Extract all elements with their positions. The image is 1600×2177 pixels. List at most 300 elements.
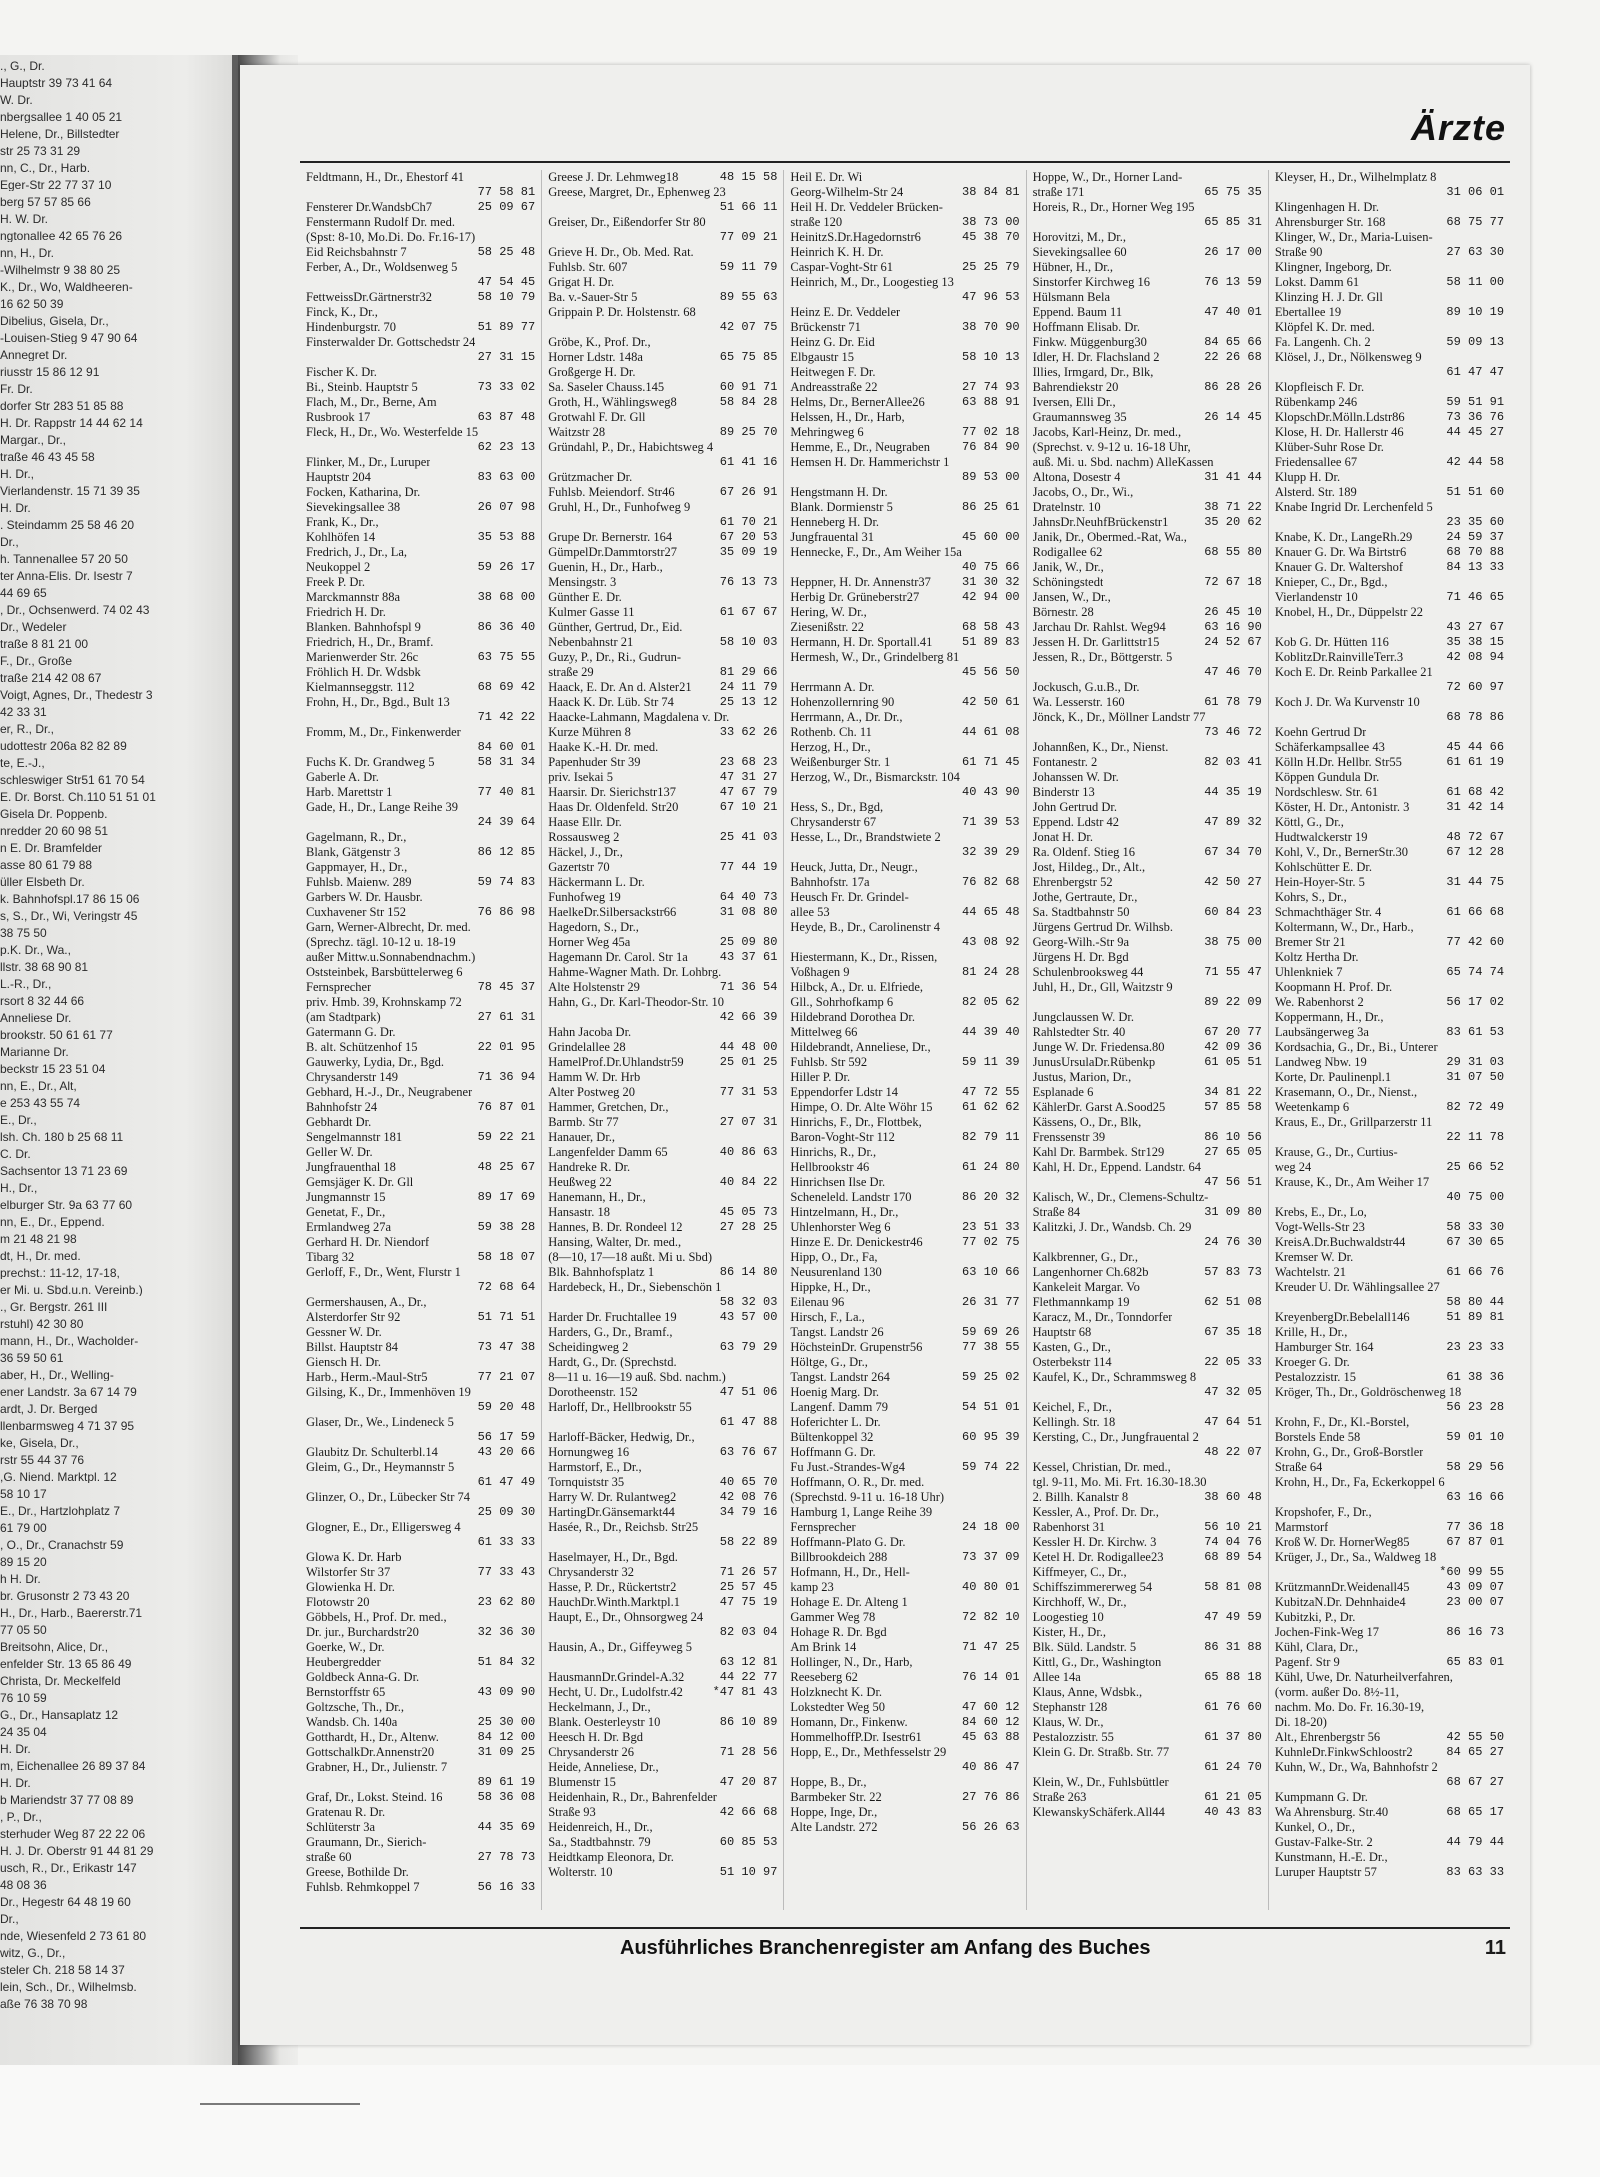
entry-name: Kahl Dr. Barmbek. Str129 — [1032, 1145, 1165, 1159]
entry-phone: 84 13 33 — [1446, 560, 1505, 574]
entry-name: Goerke, W., Dr. — [306, 1640, 385, 1654]
directory-entry — [1033, 1145, 1262, 1160]
entry-phone: 58 84 28 — [719, 395, 778, 409]
entry-phone: 43 20 66 — [477, 1445, 536, 1459]
directory-entry — [548, 1430, 777, 1445]
entry-name: Kankeleit Margar. Vo — [1032, 1280, 1140, 1294]
directory-entry — [548, 890, 777, 905]
directory-entry — [306, 1670, 535, 1685]
entry-phone: 31 42 14 — [1446, 800, 1505, 814]
entry-name: Frank, K., Dr., — [306, 515, 379, 529]
directory-entry — [1275, 350, 1504, 365]
entry-name: Giensch H. Dr. — [306, 1355, 381, 1369]
entry-phone: 35 09 19 — [719, 545, 778, 559]
directory-entry — [1275, 1460, 1504, 1475]
directory-entry — [1033, 1250, 1262, 1265]
entry-phone: 40 43 83 — [1204, 1805, 1262, 1819]
entry-name: Krause, K., Dr., Am Weiher 17 — [1274, 1175, 1430, 1189]
entry-name: Esplanade 6 — [1032, 1085, 1094, 1099]
entry-name: Straße 64 — [1274, 1460, 1323, 1474]
entry-name: Tangst. Landstr 26 — [790, 1325, 884, 1339]
entry-name: Fuhlsb. Maienw. 289 — [306, 875, 412, 889]
facing-page-line: E. Dr. Borst. Ch.110 51 51 01 — [0, 791, 156, 803]
entry-phone: 71 42 22 — [477, 710, 536, 724]
entry-name: Vierlandenstr 10 — [1274, 590, 1358, 604]
entry-phone: 86 25 61 — [962, 500, 1020, 514]
directory-entry — [306, 860, 535, 875]
facing-page-line: üller Elsbeth Dr. — [0, 876, 85, 888]
directory-entry — [1275, 1070, 1504, 1085]
entry-name: Am Brink 14 — [790, 1640, 857, 1654]
entry-phone: 44 65 48 — [962, 905, 1020, 919]
directory-entry — [1033, 1610, 1262, 1625]
entry-name: Junge W. Dr. Friedensa.80 — [1032, 1040, 1165, 1054]
entry-name: Blanken. Bahnhofspl 9 — [306, 620, 421, 634]
entry-name: priv. Hmb. 39, Krohnskamp 72 — [306, 995, 462, 1009]
directory-entry — [1033, 875, 1262, 890]
directory-entry — [1033, 800, 1262, 815]
entry-name: Fuhlsb. Rehmkoppel 7 — [306, 1880, 420, 1894]
directory-entry — [306, 1580, 535, 1595]
directory-entry — [548, 515, 777, 530]
directory-entry — [548, 1685, 777, 1700]
entry-phone: 86 36 40 — [477, 620, 536, 634]
directory-entry — [790, 1325, 1019, 1340]
entry-name: Finsterwalder Dr. Gottschedstr 24 — [306, 335, 476, 349]
facing-page-line: Sachsentor 13 71 23 69 — [0, 1165, 128, 1177]
directory-entry — [1275, 335, 1504, 350]
entry-name: Dorotheenstr. 152 — [548, 1385, 638, 1399]
directory-entry — [548, 1220, 777, 1235]
entry-name: Hesse, L., Dr., Brandstwiete 2 — [790, 830, 941, 844]
entry-name: Rossausweg 2 — [548, 830, 620, 844]
directory-entry — [1275, 290, 1504, 305]
entry-name: Köttl, G., Dr., — [1274, 815, 1344, 829]
facing-page-line: 44 69 65 — [0, 587, 47, 599]
directory-entry — [790, 275, 1019, 290]
directory-entry — [790, 200, 1019, 215]
directory-entry — [306, 725, 535, 740]
facing-page-line: h. Tannenallee 57 20 50 — [0, 553, 128, 565]
directory-entry — [1033, 890, 1262, 905]
entry-name: Sinstorfer Kirchweg 16 — [1032, 275, 1150, 289]
entry-name: Frohn, H., Dr., Bgd., Bult 13 — [306, 695, 450, 709]
entry-name: Glaser, Dr., We., Lindeneck 5 — [306, 1415, 454, 1429]
entry-name: Caspar-Voght-Str 61 — [790, 260, 894, 274]
entry-phone: 86 16 73 — [1446, 1625, 1505, 1639]
directory-entry — [1033, 1400, 1262, 1415]
entry-name: Harloff-Bäcker, Hedwig, Dr., — [548, 1430, 695, 1444]
entry-name: Blk. Süld. Landstr. 5 — [1032, 1640, 1137, 1654]
entry-name: Gebhardt Dr. — [306, 1115, 372, 1129]
directory-entry — [790, 1445, 1019, 1460]
facing-page-line: str 25 73 31 29 — [0, 145, 81, 157]
directory-entry — [306, 200, 535, 215]
entry-name: Stephanstr 128 — [1032, 1700, 1108, 1714]
directory-entry — [306, 1235, 535, 1250]
entry-phone: 86 12 85 — [477, 845, 536, 859]
entry-name: Heidenreich, H., Dr., — [548, 1820, 653, 1834]
directory-entry — [1275, 1145, 1504, 1160]
entry-name: Jansen, W., Dr., — [1032, 590, 1111, 604]
entry-name: Mehringweg 6 — [790, 425, 864, 439]
entry-phone: 62 51 08 — [1204, 1295, 1262, 1309]
directory-entry — [548, 650, 777, 665]
directory-entry — [1275, 950, 1504, 965]
entry-name: Klüber-Suhr Rose Dr. — [1274, 440, 1384, 454]
entry-phone: 56 10 21 — [1204, 1520, 1262, 1534]
directory-entry — [306, 1115, 535, 1130]
directory-entry — [306, 1010, 535, 1025]
entry-name: Kurze Mühren 8 — [548, 725, 631, 739]
directory-entry — [306, 1730, 535, 1745]
directory-entry — [1033, 1310, 1262, 1325]
directory-entry — [790, 1490, 1019, 1505]
directory-entry — [1275, 395, 1504, 410]
directory-entry — [548, 215, 777, 230]
directory-entry — [548, 350, 777, 365]
entry-name: Hiestermann, K., Dr., Rissen, — [790, 950, 938, 964]
directory-entry — [790, 680, 1019, 695]
directory-entry — [1275, 1355, 1504, 1370]
directory-entry — [1033, 1730, 1262, 1745]
entry-name: Keichel, F., Dr., — [1032, 1400, 1112, 1414]
directory-entry — [306, 1190, 535, 1205]
directory-entry — [306, 1100, 535, 1115]
entry-name: KubitzaN.Dr. Dehnhaide4 — [1274, 1595, 1406, 1609]
facing-page-line: s, S., Dr., Wi, Veringstr 45 — [0, 910, 138, 922]
directory-entry — [1275, 785, 1504, 800]
directory-entry — [1033, 1205, 1262, 1220]
entry-phone: 27 61 31 — [477, 1010, 536, 1024]
entry-name: Goldbeck Anna-G. Dr. — [306, 1670, 420, 1684]
directory-entry — [790, 1220, 1019, 1235]
directory-entry — [306, 755, 535, 770]
footer-rule — [300, 1927, 1510, 1929]
entry-name: Eilenau 96 — [790, 1295, 845, 1309]
entry-phone: 48 25 67 — [477, 1160, 536, 1174]
entry-phone: 47 20 87 — [719, 1775, 778, 1789]
directory-entry — [790, 1505, 1019, 1520]
entry-name: 2. Billh. Kanalstr 8 — [1032, 1490, 1129, 1504]
entry-name: Bültenkoppel 32 — [790, 1430, 874, 1444]
entry-phone: 77 02 18 — [962, 425, 1020, 439]
entry-phone: 64 40 73 — [719, 890, 778, 904]
directory-entry — [548, 1040, 777, 1055]
entry-name: Waitzstr 28 — [548, 425, 606, 439]
entry-name: Krause, G., Dr., Curtius- — [1274, 1145, 1398, 1159]
entry-name: Alsterdorfer Str 92 — [306, 1310, 401, 1324]
entry-phone: 38 84 81 — [962, 185, 1020, 199]
entry-name: Hauptstr 204 — [306, 470, 371, 484]
facing-page-line: udottestr 206a 82 82 89 — [0, 740, 127, 752]
facing-page-line: beckstr 15 23 51 04 — [0, 1063, 106, 1075]
directory-entry — [1275, 515, 1504, 530]
directory-entry — [306, 1790, 535, 1805]
entry-name: Kulmer Gasse 11 — [548, 605, 635, 619]
entry-name: Straße 93 — [548, 1805, 596, 1819]
entry-phone: 22 11 78 — [1446, 1130, 1505, 1144]
entry-name: Glowa K. Dr. Harb — [306, 1550, 402, 1564]
entry-name: Chrysanderstr 67 — [790, 815, 877, 829]
entry-name: Kirchhoff, W., Dr., — [1032, 1595, 1127, 1609]
entry-phone: 59 01 10 — [1446, 1430, 1505, 1444]
directory-entry — [1033, 1490, 1262, 1505]
directory-entry — [548, 785, 777, 800]
entry-phone: 40 86 47 — [962, 1760, 1020, 1774]
facing-page-line: H. Dr. — [0, 1743, 31, 1755]
entry-name: Hudtwalckerstr 19 — [1274, 830, 1368, 844]
entry-phone: 56 23 28 — [1446, 1400, 1505, 1414]
directory-entry — [306, 740, 535, 755]
directory-entry — [306, 500, 535, 515]
entry-phone: 89 25 70 — [719, 425, 778, 439]
entry-phone: 27 63 30 — [1446, 245, 1505, 259]
entry-phone: 58 29 56 — [1446, 1460, 1505, 1474]
directory-entry — [1275, 320, 1504, 335]
entry-name: Fuhlsb. Str 592 — [790, 1055, 868, 1069]
entry-name: Gruhl, H., Dr., Funhofweg 9 — [548, 500, 691, 514]
directory-entry — [306, 1625, 535, 1640]
entry-name: Koopmann H. Prof. Dr. — [1274, 980, 1393, 994]
entry-name: tgl. 9-11, Mo. Mi. Frt. 16.30-18.30 — [1032, 1475, 1207, 1489]
entry-phone: 40 75 66 — [962, 560, 1020, 574]
directory-entry — [1033, 1430, 1262, 1445]
entry-name: Alter Postweg 20 — [548, 1085, 636, 1099]
entry-name: Ferber, A., Dr., Woldsenweg 5 — [306, 260, 458, 274]
entry-name: Hahn Jacoba Dr. — [548, 1025, 632, 1039]
entry-phone: 22 01 95 — [477, 1040, 536, 1054]
directory-entry — [548, 500, 777, 515]
entry-phone: 44 22 77 — [719, 1670, 778, 1684]
entry-phone: 61 66 68 — [1446, 905, 1505, 919]
entry-phone: 58 11 00 — [1446, 275, 1505, 289]
directory-entry — [790, 1625, 1019, 1640]
entry-phone: 72 67 18 — [1204, 575, 1262, 589]
directory-entry — [1275, 935, 1504, 950]
directory-entry — [306, 1430, 535, 1445]
entry-phone: 24 18 00 — [962, 1520, 1020, 1534]
facing-page-line: , P., Dr., — [0, 1811, 42, 1823]
directory-entry — [790, 1070, 1019, 1085]
facing-page-line: ener Landstr. 3a 67 14 79 — [0, 1386, 137, 1398]
entry-name: Graumann, Dr., Sierich- — [306, 1835, 427, 1849]
directory-entry — [306, 1280, 535, 1295]
entry-name: Kohlhöfen 14 — [306, 530, 376, 544]
directory-entry — [790, 770, 1019, 785]
entry-name: 8—11 u. 16—19 auß. Sbd. nachm.) — [548, 1370, 726, 1384]
entry-phone: 73 46 72 — [1204, 725, 1262, 739]
directory-entry — [306, 1685, 535, 1700]
entry-phone: 71 36 54 — [719, 980, 778, 994]
entry-name: Hemsen H. Dr. Hammerichstr 1 — [790, 455, 950, 469]
directory-entry — [548, 380, 777, 395]
entry-phone: 44 45 27 — [1446, 425, 1505, 439]
entry-phone: 71 46 65 — [1446, 590, 1505, 604]
directory-column-4 — [1027, 170, 1269, 1910]
directory-entry — [1033, 1385, 1262, 1400]
directory-entry — [790, 905, 1019, 920]
directory-entry — [548, 1070, 777, 1085]
directory-entry — [548, 1100, 777, 1115]
facing-page-line: H. Dr. Rappstr 14 44 62 14 — [0, 417, 143, 429]
entry-name: Baron-Voght-Str 112 — [790, 1130, 895, 1144]
directory-entry — [306, 1880, 535, 1895]
entry-name: Kaufel, K., Dr., Schrammsweg 8 — [1032, 1370, 1197, 1384]
entry-phone: 77 40 81 — [477, 785, 536, 799]
facing-page-line: ngtonallee 42 65 76 26 — [0, 230, 123, 242]
directory-entry — [1033, 1340, 1262, 1355]
directory-entry — [548, 815, 777, 830]
entry-name: Graf, Dr., Lokst. Steind. 16 — [306, 1790, 443, 1804]
directory-entry — [1275, 1505, 1504, 1520]
entry-name: Hülsmann Bela — [1032, 290, 1111, 304]
entry-phone: 25 01 25 — [719, 1055, 778, 1069]
directory-entry — [548, 1055, 777, 1070]
directory-entry — [306, 1370, 535, 1385]
directory-entry — [548, 1640, 777, 1655]
entry-phone: 67 34 70 — [1204, 845, 1262, 859]
directory-entry — [1033, 380, 1262, 395]
entry-name: Fu Just.-Strandes-Wg4 — [790, 1460, 905, 1474]
facing-page-line: dt, H., Dr. med. — [0, 1250, 81, 1262]
directory-entry — [790, 620, 1019, 635]
entry-phone: 47 75 19 — [719, 1595, 778, 1609]
directory-entry — [548, 1205, 777, 1220]
entry-name: Schlüterstr 3a — [306, 1820, 376, 1834]
directory-entry — [548, 545, 777, 560]
entry-phone: 58 25 48 — [477, 245, 536, 259]
directory-entry — [1033, 215, 1262, 230]
directory-entry — [790, 1520, 1019, 1535]
entry-phone: 77 02 75 — [962, 1235, 1020, 1249]
directory-entry — [790, 1655, 1019, 1670]
facing-page-line: brookstr. 50 61 61 77 — [0, 1029, 113, 1041]
entry-name: Helssen, H., Dr., Harb, — [790, 410, 905, 424]
directory-entry — [1275, 680, 1504, 695]
directory-entry — [790, 230, 1019, 245]
directory-entry — [1275, 755, 1504, 770]
entry-phone: 45 63 88 — [962, 1730, 1020, 1744]
directory-entry — [548, 740, 777, 755]
entry-name: Scheneleld. Landstr 170 — [790, 1190, 912, 1204]
entry-name: Heil E. Dr. Wi — [790, 170, 863, 184]
directory-entry — [1033, 1370, 1262, 1385]
entry-name: Osterbekstr 114 — [1032, 1355, 1112, 1369]
directory-entry — [1033, 950, 1262, 965]
entry-phone: 61 47 88 — [719, 1415, 778, 1429]
entry-name: Iversen, Elli Dr., — [1032, 395, 1116, 409]
directory-entry — [306, 515, 535, 530]
directory-entry — [306, 845, 535, 860]
entry-phone: 67 26 91 — [719, 485, 778, 499]
entry-phone: 25 09 67 — [477, 200, 536, 214]
directory-entry — [548, 1340, 777, 1355]
directory-entry — [548, 590, 777, 605]
directory-entry — [1033, 830, 1262, 845]
entry-phone: 23 51 33 — [962, 1220, 1020, 1234]
entry-phone: 77 33 43 — [477, 1565, 536, 1579]
entry-name: (Sprechz. tägl. 10-12 u. 18-19 — [306, 935, 456, 949]
entry-name: Lokst. Damm 61 — [1274, 275, 1360, 289]
entry-name: Günther E. Dr. — [548, 590, 622, 604]
entry-phone: 84 65 66 — [1204, 335, 1262, 349]
entry-phone: 47 40 01 — [1204, 305, 1262, 319]
directory-entry — [1275, 170, 1504, 185]
directory-entry — [1033, 695, 1262, 710]
entry-name: Kessler, A., Prof. Dr. Dr., — [1032, 1505, 1159, 1519]
directory-entry — [1275, 1835, 1504, 1850]
entry-name: Billst. Hauptstr 84 — [306, 1340, 399, 1354]
directory-entry — [548, 1625, 777, 1640]
directory-entry — [306, 815, 535, 830]
directory-entry — [1275, 725, 1504, 740]
entry-phone: 86 31 88 — [1204, 1640, 1262, 1654]
directory-entry — [306, 320, 535, 335]
directory-entry — [306, 455, 535, 470]
directory-entry — [306, 995, 535, 1010]
directory-entry — [790, 260, 1019, 275]
entry-name: Genetat, F., Dr., — [306, 1205, 386, 1219]
directory-entry — [548, 635, 777, 650]
entry-name: Klaus, W. Dr., — [1032, 1715, 1104, 1729]
directory-entry — [548, 1865, 777, 1880]
facing-page-line: L.-R., Dr., — [0, 978, 52, 990]
entry-name: Chrysanderstr 26 — [548, 1745, 634, 1759]
directory-entry — [548, 575, 777, 590]
directory-entry — [1033, 1355, 1262, 1370]
directory-entry — [790, 1700, 1019, 1715]
entry-name: Focken, Katharina, Dr. — [306, 485, 421, 499]
entry-name: Eppend. Baum 11 — [1032, 305, 1123, 319]
entry-phone: 61 68 42 — [1446, 785, 1505, 799]
directory-entry — [1033, 1010, 1262, 1025]
directory-entry — [790, 365, 1019, 380]
directory-entry — [548, 620, 777, 635]
facing-page-line: ke, Gisela, Dr., — [0, 1437, 79, 1449]
entry-name: Pestalozzistr. 55 — [1032, 1730, 1114, 1744]
entry-phone: 63 10 66 — [962, 1265, 1020, 1279]
facing-page-line: Dr., Wedeler — [0, 621, 67, 633]
facing-page-line: m 21 48 21 98 — [0, 1233, 77, 1245]
entry-phone: 83 63 33 — [1446, 1865, 1505, 1879]
entry-phone: 73 47 38 — [477, 1340, 536, 1354]
entry-phone: 35 20 62 — [1204, 515, 1262, 529]
entry-name: Uhlenhorster Weg 6 — [790, 1220, 891, 1234]
entry-name: Hahn, G., Dr. Karl-Theodor-Str. 10 — [548, 995, 724, 1009]
directory-entry — [1033, 1265, 1262, 1280]
entry-name: Kühl, Clara, Dr., — [1274, 1640, 1359, 1654]
entry-name: Kohlschütter E. Dr. — [1274, 860, 1373, 874]
entry-name: Kohrs, S., Dr., — [1274, 890, 1347, 904]
directory-entry — [306, 1505, 535, 1520]
entry-name: Illies, Irmgard, Dr., Blk, — [1032, 365, 1154, 379]
entry-phone: 45 60 00 — [962, 530, 1020, 544]
entry-phone: 89 53 00 — [962, 470, 1020, 484]
entry-phone: 43 37 61 — [719, 950, 778, 964]
entry-phone: 61 47 49 — [477, 1475, 536, 1489]
entry-name: Groth, H., Wählingsweg8 — [548, 395, 677, 409]
directory-entry — [790, 1250, 1019, 1265]
entry-name: Langenhorner Ch.682b — [1032, 1265, 1149, 1279]
entry-phone: 60 85 53 — [719, 1835, 778, 1849]
entry-phone: 61 70 21 — [719, 515, 778, 529]
entry-name: Heyde, B., Dr., Carolinenstr 4 — [790, 920, 941, 934]
entry-name: Kunkel, O., Dr., — [1274, 1820, 1356, 1834]
entry-name: Juhl, H., Dr., Gll, Waitzstr 9 — [1032, 980, 1173, 994]
entry-phone: 47 31 27 — [719, 770, 778, 784]
entry-phone: 71 36 94 — [477, 1070, 536, 1084]
